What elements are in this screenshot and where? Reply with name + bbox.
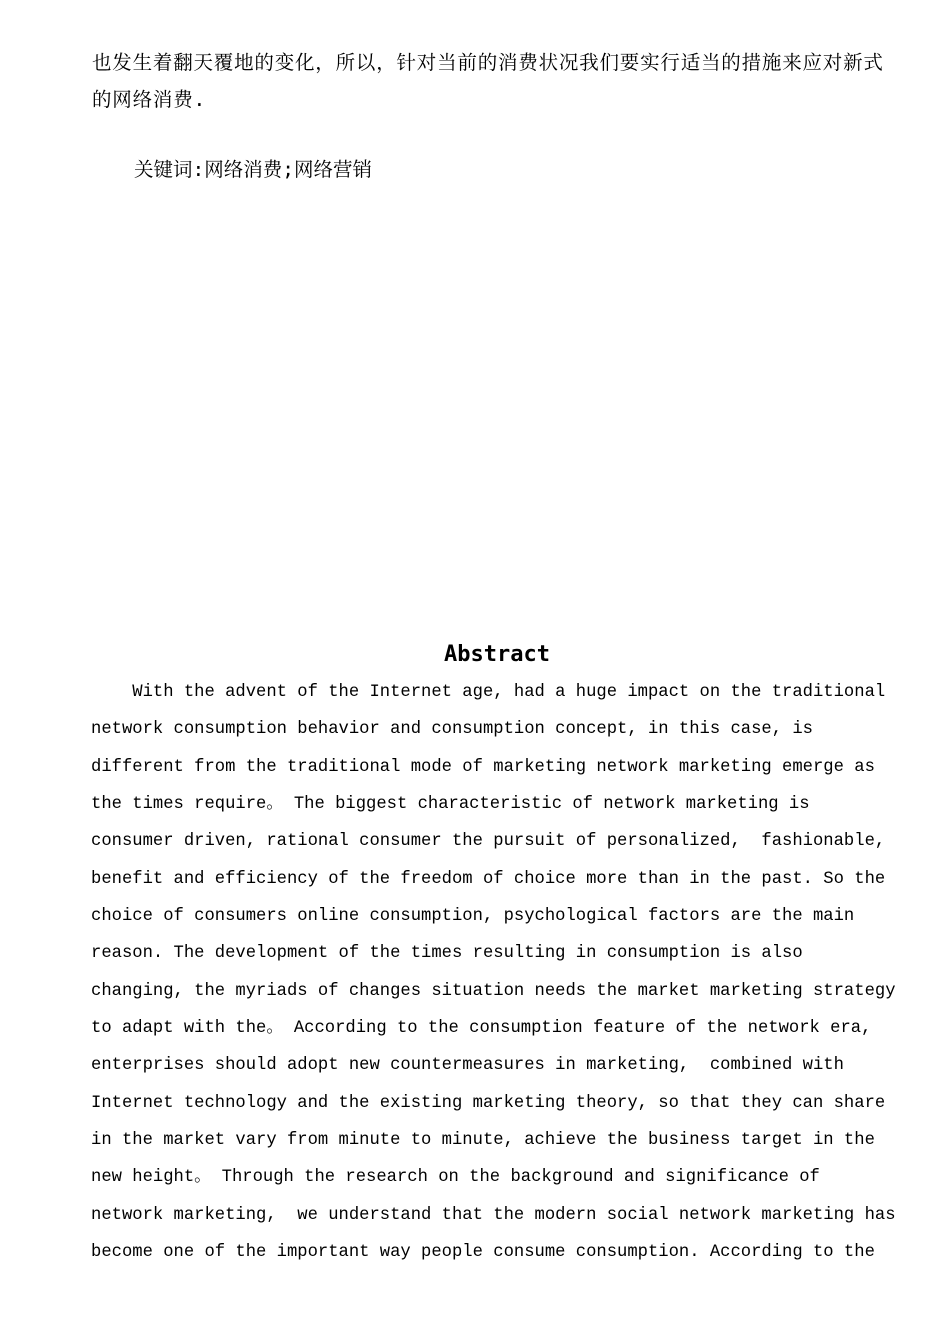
abstract-line: benefit and efficiency of the freedom of choice more than in the past. So the xyxy=(91,869,886,889)
abstract-line: choice of consumers online consumption, psychological factors are the main xyxy=(91,907,855,927)
abstract-line: become one of the important way people consume consumption. According to the xyxy=(91,1243,875,1263)
abstract-line: the times require。 The biggest characteristic of network marketing is xyxy=(91,795,810,815)
abstract-line: network marketing, we understand that the modern social network marketing has xyxy=(91,1205,896,1225)
abstract-line: to adapt with the。 According to the consumption feature of the network era, xyxy=(91,1019,872,1039)
abstract-line: different from the traditional mode of marketing network marketing emerge as xyxy=(91,757,875,777)
abstract-line: consumer driven, rational consumer the pursuit of personalized, fashionable, xyxy=(91,832,886,852)
keywords-line: 关键词:网络消费;网络营销 xyxy=(134,158,372,181)
abstract-line: enterprises should adopt new countermeasures in marketing, combined with xyxy=(91,1056,844,1076)
abstract-line: network consumption behavior and consumption concept, in this case, is xyxy=(91,720,813,740)
paragraph-line: 也发生着翻天覆地的变化，所以，针对当前的消费状况我们要实行适当的措施来应对新式 xyxy=(92,51,884,74)
abstract-line: With the advent of the Internet age, had a huge impact on the traditional xyxy=(91,683,886,702)
paragraph-line: 的网络消费. xyxy=(92,88,207,111)
abstract-line: reason. The development of the times resulting in consumption is also xyxy=(91,944,803,964)
abstract-line: new height。 Through the research on the background and significance of xyxy=(91,1168,820,1188)
abstract-body xyxy=(91,674,921,1272)
abstract-line: changing, the myriads of changes situation needs the market marketing strategy xyxy=(91,981,896,1001)
abstract-heading: Abstract xyxy=(444,642,550,667)
abstract-line: Internet technology and the existing marketing theory, so that they can share xyxy=(91,1093,886,1113)
chinese-abstract-paragraph xyxy=(92,44,906,118)
abstract-line: in the market vary from minute to minute, achieve the business target in the xyxy=(91,1131,875,1151)
